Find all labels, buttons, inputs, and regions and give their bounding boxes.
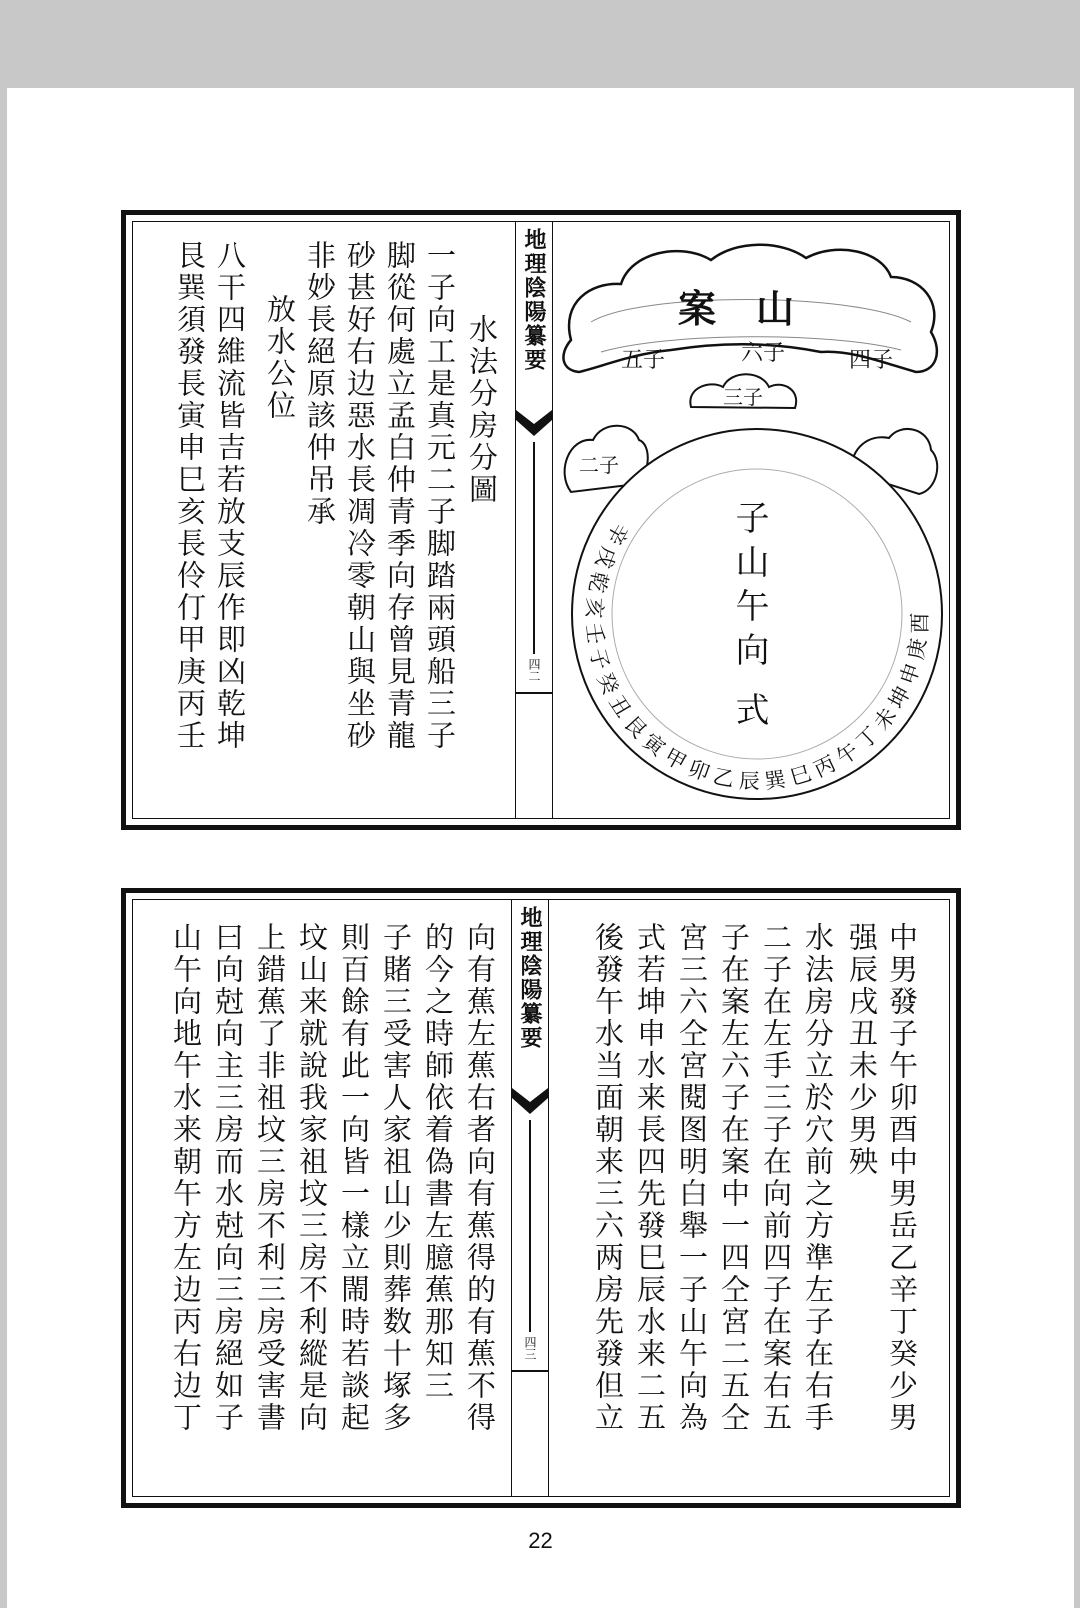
text-column-7: 八干四維流皆吉若放支辰作即凶乾坤: [213, 240, 247, 752]
lower-right-column-8: 後發午水当面朝来三六两房先發但立: [591, 922, 625, 1434]
lower-left-column-4: 則百餘有此一向皆一樣立閙時若談起: [337, 922, 371, 1434]
leaf-number: 四二: [527, 658, 541, 682]
case-number-5: 五子: [620, 348, 666, 373]
lower-left-column-5: 坟山来就說我家祖坟三房不利縱是向: [295, 922, 329, 1434]
spine-title: 地理陰陽纂要: [521, 228, 547, 372]
text-column-1: 水法分房分圖: [465, 314, 499, 506]
upper-spread: [121, 210, 961, 830]
page-number: 22: [528, 1528, 553, 1553]
leaf-number: 四三: [523, 1336, 537, 1360]
lower-spine: [511, 900, 549, 1496]
case-number-4: 四子: [848, 348, 894, 373]
upper-spine: [515, 222, 553, 818]
lower-left-column-6: 上錯蕉了非祖坟三房不利三房受害書: [253, 922, 287, 1434]
lower-right-column-1: 中男發子午卯酉中男岳乙辛丁癸少男: [885, 922, 919, 1434]
text-column-3: 脚從何處立孟白仲青季向存曾見青龍: [383, 240, 417, 752]
scanned-page: [7, 88, 1074, 1608]
lower-left-column-1: 向有蕉左蕉右者向有蕉得的有蕉不得: [463, 922, 497, 1434]
ring-bearings: 辛戌乾亥壬子癸丑艮寅甲卯乙辰巽巳丙午丁未坤申庚酉: [581, 519, 933, 794]
lower-right-column-4: 二子在左手三子在向前四子在案右五: [759, 922, 793, 1434]
lower-right-column-7: 式若坤申水来長四先發巳辰水来二五: [633, 922, 667, 1434]
small-hill-label: 三子: [723, 385, 763, 409]
text-column-5: 非妙長絕原該仲吊承: [303, 240, 337, 528]
fishtail-mark-icon: [512, 1088, 548, 1118]
lower-spread: [121, 888, 961, 1508]
lower-right-column-6: 宮三六仝宮閱图明白舉一子山午向為: [675, 922, 709, 1434]
upper-spread-frame: [132, 221, 950, 819]
text-column-6: 放水公位: [263, 294, 297, 422]
case-number-6: 六子: [740, 341, 786, 366]
lower-right-column-5: 子在案左六子在案中一四仝宮二五仝: [717, 922, 751, 1434]
case-label: 案山: [677, 286, 835, 331]
lower-right-column-3: 水法房分立於穴前之方準左子在右手: [801, 922, 835, 1434]
lower-left-column-7: 曰向尅向主三房而水尅向三房絕如子: [211, 922, 245, 1434]
fishtail-mark-icon: [516, 410, 552, 440]
lower-left-column-2: 的今之時師依着偽書左臆蕉那知三: [421, 922, 455, 1402]
lower-left-column-3: 子賭三受害人家祖山少則葬数十塚多: [379, 922, 413, 1434]
lower-right-column-2: 强辰戌丑未少男殃: [845, 922, 879, 1178]
lower-spread-frame: [132, 899, 950, 1497]
lower-left-column-8: 山午向地午水来朝午方左边丙右边丁: [169, 922, 203, 1434]
text-column-4: 砂甚好右边惡水長凋冷零朝山與坐砂: [343, 240, 377, 752]
text-column-8: 艮巽須發長寅申巳亥長伶仃甲庚丙壬: [173, 240, 207, 752]
spine-title: 地理陰陽纂要: [517, 906, 543, 1050]
diagram-center-line-1: 子山午向: [729, 500, 769, 676]
text-column-2: 一子向工是真元二子脚踏兩頭船三子: [423, 240, 457, 752]
diagram-center-line-2: 式: [729, 692, 769, 729]
left-hill-label: 二子: [579, 453, 619, 477]
